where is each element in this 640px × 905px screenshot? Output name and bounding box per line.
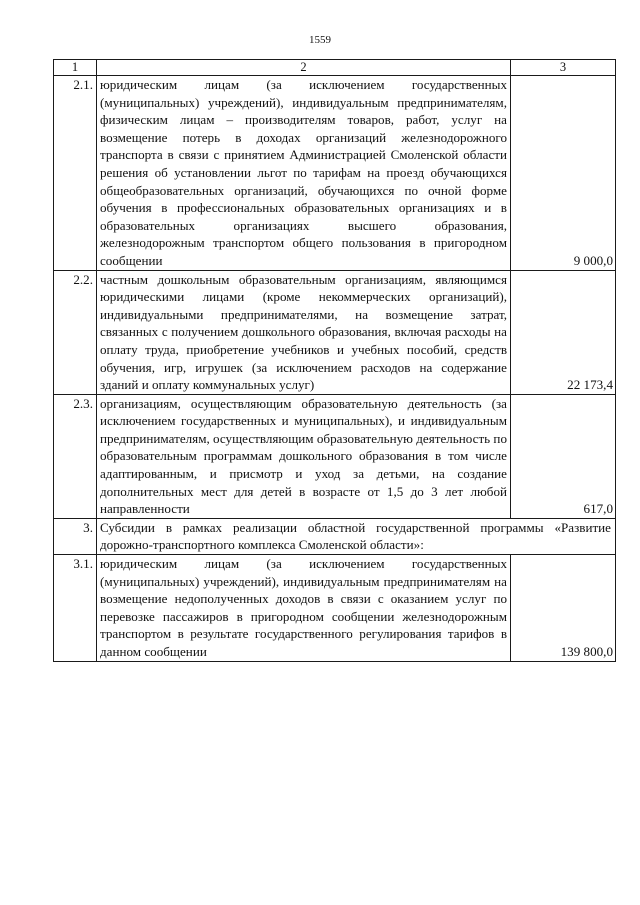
section-title: Субсидии в рамках реализации областной государственной программы «Развитие дорожно-транспортного комплекса Смоленской области»: [97,518,616,554]
row-number: 2.3. [54,394,97,518]
row-description: юридическим лицам (за исключением государственных (муниципальных) учреждений), индивидуальным предпринимателям на возмещение недополученных доходов в связи с оказанием услуг по перевозке пассажиров в пригородном сообщении железнодорожным транспортом в результате государственного регулирования тарифов в данном сообщении [97,555,511,662]
row-description: юридическим лицам (за исключением государственных (муниципальных) учреждений), индивидуальным предпринимателям, физическим лицам – производителям товаров, работ, услуг на возмещение потерь в доходах организаций железнодорожного транспорта в связи с принятием Администрацией Смоленской области решения об установлении льгот по тарифам на проезд обучающихся общеобразовательных организаций, обучающихся по очной форме обучения в профессиональных образовательных организациях и в образовательных организациях высшего образования, железнодорожным транспортом общего пользования в пригородном сообщении [97,76,511,271]
row-amount: 22 173,4 [511,270,616,394]
column-header-2: 2 [97,60,511,76]
table-row [54,394,616,518]
row-amount: 9 000,0 [511,76,616,271]
row-amount: 139 800,0 [511,555,616,662]
table-section-row [54,518,616,554]
row-number: 2.1. [54,76,97,271]
table-row [54,270,616,394]
row-amount: 617,0 [511,394,616,518]
section-number: 3. [54,518,97,554]
table-row [54,555,616,662]
subsidy-table [53,59,616,662]
row-number: 2.2. [54,270,97,394]
row-description: организациям, осуществляющим образовательную деятельность (за исключением государственных и муниципальных), и индивидуальным предпринимателям, осуществляющим образовательную деятельность по образовательным программам дошкольного образования в том числе адаптированным, и присмотр и уход за детьми, на создание дополнительных мест для детей в возрасте от 1,5 до 3 лет любой направленности [97,394,511,518]
row-number: 3.1. [54,555,97,662]
row-description: частным дошкольным образовательным организациям, являющимся юридическими лицами (кроме некоммерческих организаций), индивидуальными предпринимателями, на возмещение затрат, связанных с получением дошкольного образования, включая расходы на оплату труда, приобретение учебников и учебных пособий, средств обучения, игр, игрушек (за исключением расходов на содержание зданий и оплату коммунальных услуг) [97,270,511,394]
table-row [54,76,616,271]
table-header-row [54,60,616,76]
page-number: 1559 [309,34,331,46]
column-header-1: 1 [54,60,97,76]
column-header-3: 3 [511,60,616,76]
